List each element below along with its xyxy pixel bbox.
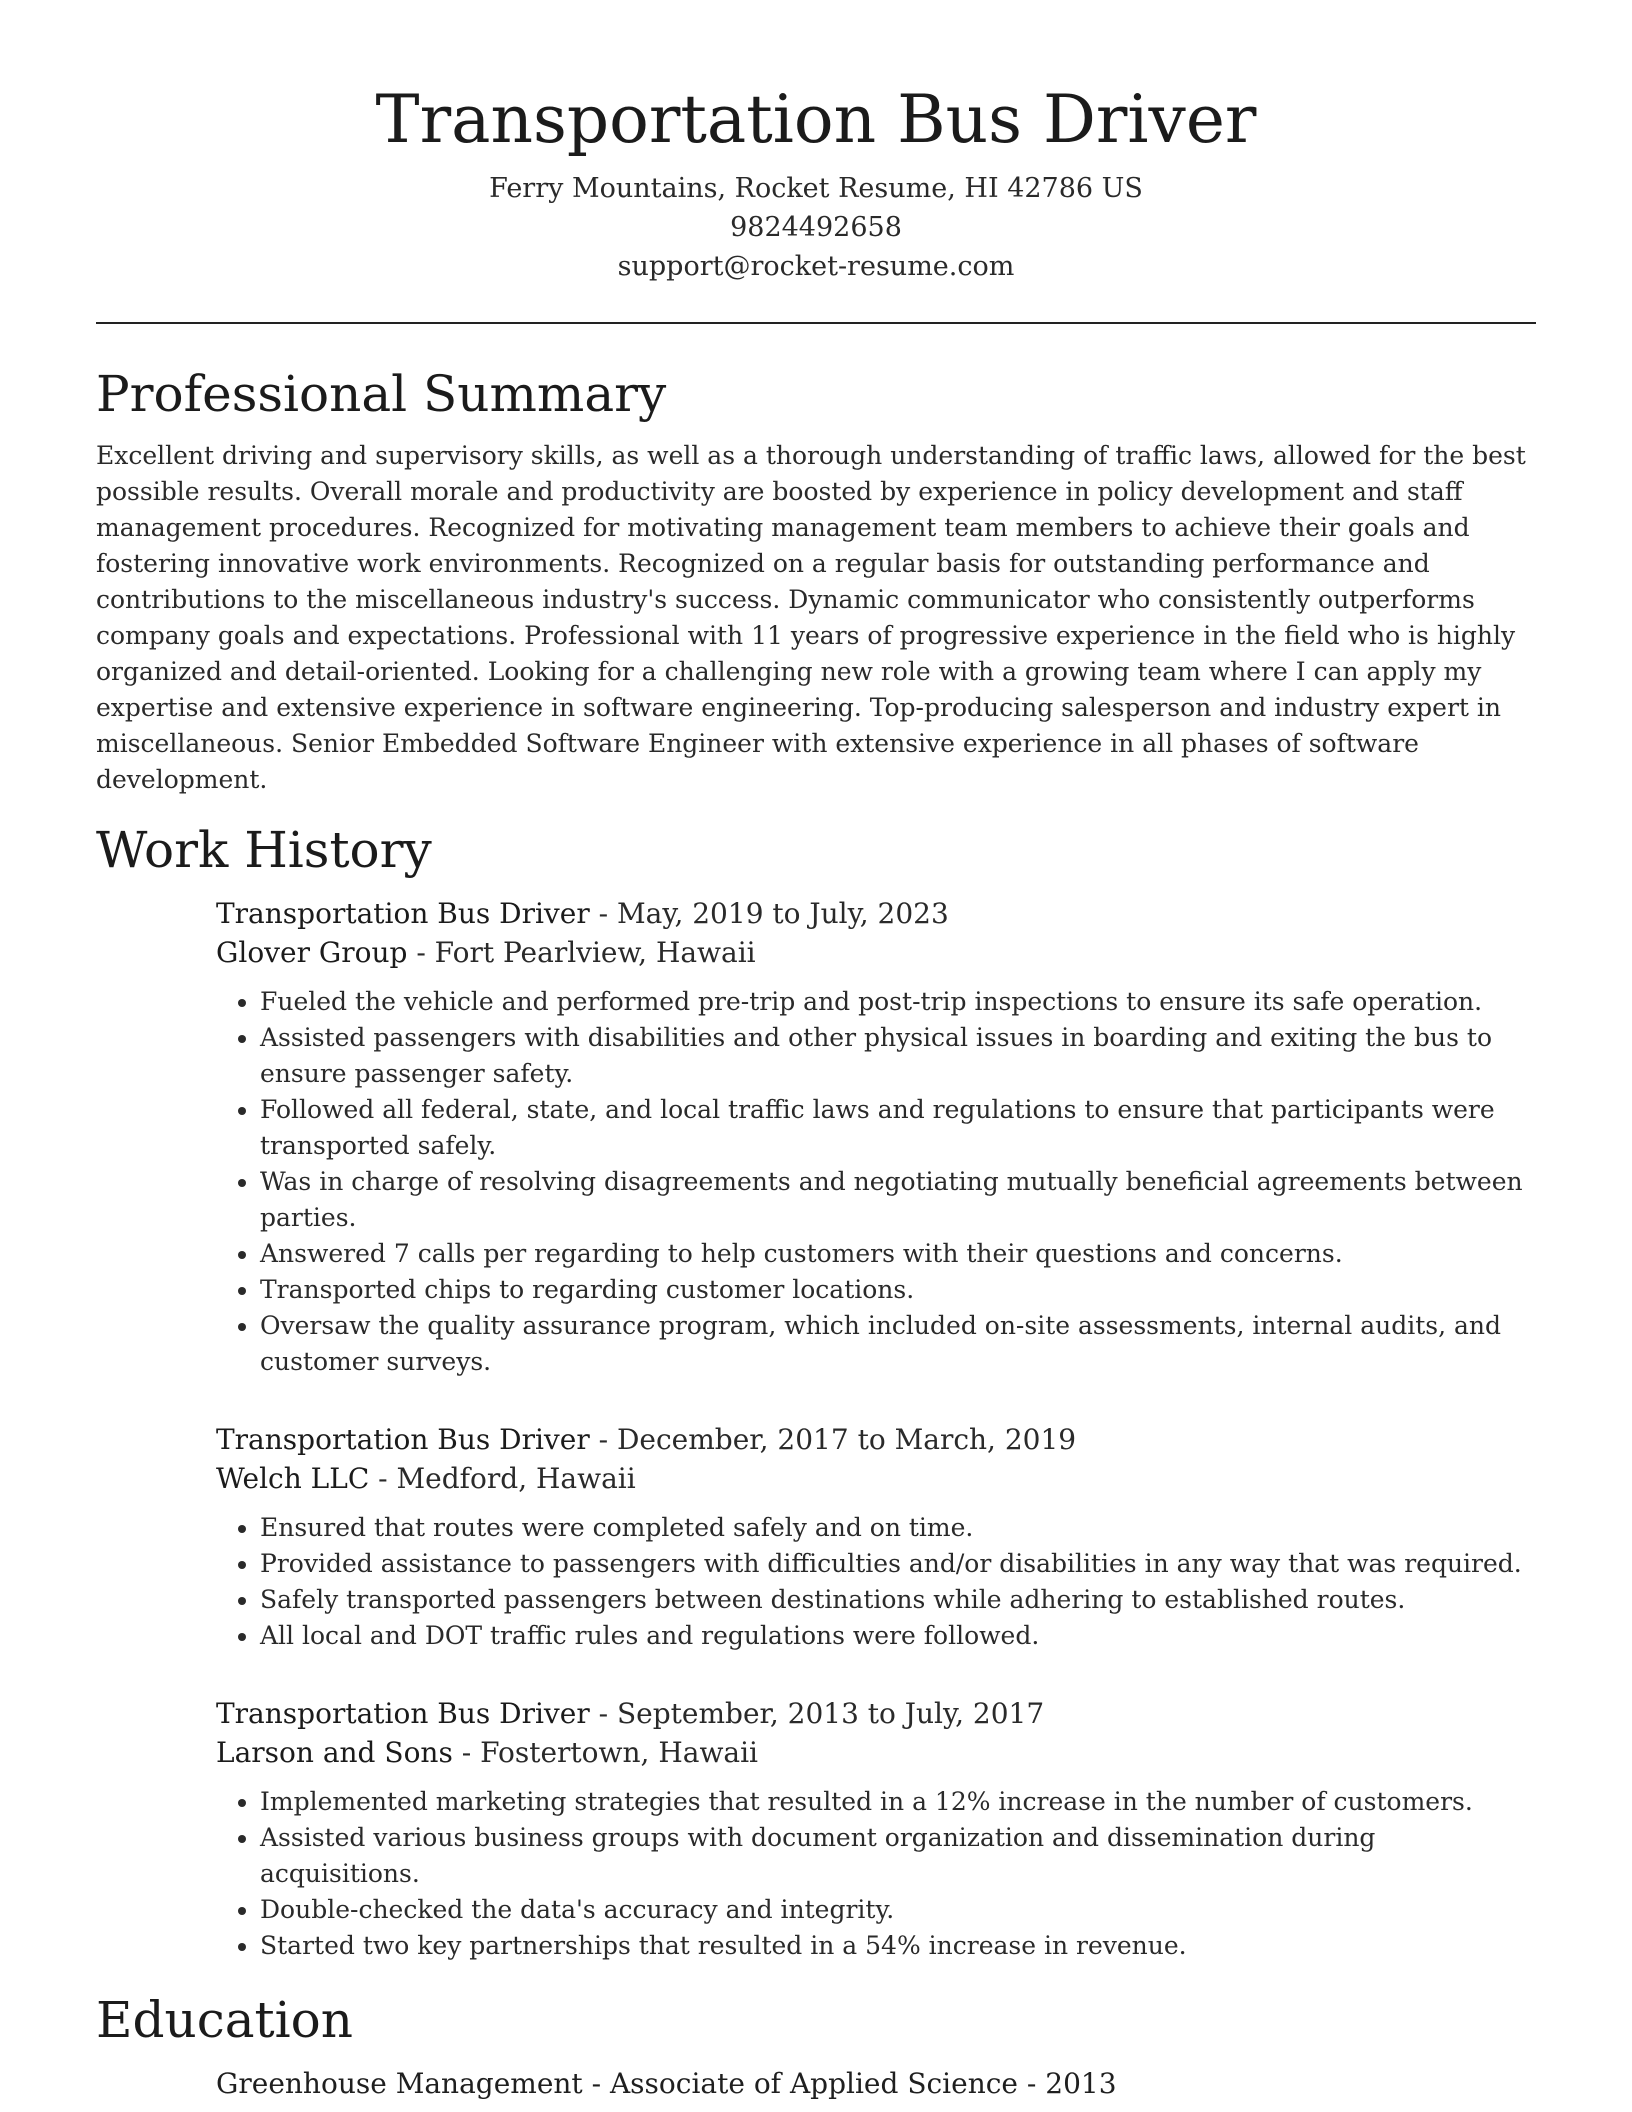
- list-item: • Started two key partnerships that resulted in a 54% increase in revenue.: [260, 1928, 1536, 1964]
- list-item: • Assisted various business groups with document organization and dissemination during acquisitions.: [260, 1820, 1536, 1892]
- job-dates: - September, 2013 to July, 2017: [589, 1697, 1045, 1731]
- job-dates: - December, 2017 to March, 2019: [589, 1423, 1077, 1457]
- list-item: • Provided assistance to passengers with difficulties and/or disabilities in any way that was required.: [260, 1546, 1536, 1582]
- list-item: • Assisted passengers with disabilities and other physical issues in boarding and exiting the bus to ensure passenger safety.: [260, 1020, 1536, 1092]
- job-company: Larson and Sons: [216, 1736, 453, 1770]
- list-item: • Oversaw the quality assurance program, which included on-site assessments, internal audits, and customer surveys.: [260, 1308, 1536, 1380]
- candidate-name: Transportation Bus Driver: [375, 81, 1257, 158]
- job-title-line: [216, 1694, 1536, 1733]
- list-item: • Transported chips to regarding customer locations.: [260, 1272, 1536, 1308]
- work-history-section: [96, 820, 1536, 1964]
- resume-header: [96, 0, 1536, 286]
- job-title: Transportation Bus Driver: [216, 897, 590, 931]
- job-bullets: [216, 1510, 1536, 1654]
- job-bullets: [216, 1784, 1536, 1964]
- job-entry: [216, 1420, 1536, 1654]
- education-degree: - Associate of Applied Science: [582, 2067, 1018, 2101]
- education-heading: Education: [96, 1991, 353, 2050]
- work-history-heading: Work History: [96, 821, 432, 880]
- job-company-line: [216, 933, 1536, 972]
- resume-page: [96, 0, 1536, 2103]
- job-title-line: [216, 894, 1536, 933]
- job-location: - Fostertown, Hawaii: [452, 1736, 759, 1770]
- summary-text: Excellent driving and supervisory skills, as well as a thorough understanding of traffic laws, allowed for the best possible results. Overall morale and productivity are boosted by experience in policy development and staff management procedures. Recognized for motivating management team members to achieve their goals and fostering innovative work environments. Recognized on a regular basis for outstanding performance and contributions to the miscellaneous industry's success. Dynamic communicator who consistently outperforms company goals and expectations. Professional with 11 years of progressive experience in the field who is highly organized and detail-oriented. Looking for a challenging new role with a growing team where I can apply my expertise and extensive experience in software engineering. Top-producing salesperson and industry expert in miscellaneous. Senior Embedded Software Engineer with extensive experience in all phases of software development.: [96, 441, 1526, 795]
- job-title-line: [216, 1420, 1536, 1459]
- job-company-line: [216, 1733, 1536, 1772]
- contact-block: [96, 169, 1536, 286]
- job-location: - Medford, Hawaii: [369, 1462, 636, 1496]
- contact-email: support@rocket-resume.com: [617, 251, 1015, 283]
- contact-address: Ferry Mountains, Rocket Resume, HI 42786 US: [489, 173, 1143, 205]
- header-divider: [96, 322, 1536, 324]
- education-year: - 2013: [1018, 2067, 1117, 2101]
- list-item: • Followed all federal, state, and local traffic laws and regulations to ensure that participants were transported safely.: [260, 1092, 1536, 1164]
- summary-heading: Professional Summary: [96, 365, 667, 424]
- job-title: Transportation Bus Driver: [216, 1423, 590, 1457]
- education-entry: [216, 2064, 1536, 2103]
- job-entry: [216, 1694, 1536, 1964]
- job-company: Welch LLC: [216, 1462, 370, 1496]
- list-item: • Safely transported passengers between destinations while adhering to established routes.: [260, 1582, 1536, 1618]
- education-section: [96, 1990, 1536, 2103]
- summary-section: [96, 364, 1536, 798]
- list-item: • Answered 7 calls per regarding to help customers with their questions and concerns.: [260, 1236, 1536, 1272]
- job-location: - Fort Pearlview, Hawaii: [407, 936, 756, 970]
- list-item: • Fueled the vehicle and performed pre-trip and post-trip inspections to ensure its safe operation.: [260, 984, 1536, 1020]
- job-bullets: [216, 984, 1536, 1380]
- job-company: Glover Group: [216, 936, 408, 970]
- contact-phone: 9824492658: [730, 212, 902, 244]
- list-item: • All local and DOT traffic rules and regulations were followed.: [260, 1618, 1536, 1654]
- list-item: • Implemented marketing strategies that resulted in a 12% increase in the number of customers.: [260, 1784, 1536, 1820]
- job-dates: - May, 2019 to July, 2023: [589, 897, 949, 931]
- list-item: • Double-checked the data's accuracy and integrity.: [260, 1892, 1536, 1928]
- job-title: Transportation Bus Driver: [216, 1697, 590, 1731]
- job-company-line: [216, 1459, 1536, 1498]
- list-item: • Ensured that routes were completed safely and on time.: [260, 1510, 1536, 1546]
- job-entry: [216, 894, 1536, 1380]
- list-item: • Was in charge of resolving disagreements and negotiating mutually beneficial agreements between parties.: [260, 1164, 1536, 1236]
- education-field: Greenhouse Management: [216, 2067, 583, 2101]
